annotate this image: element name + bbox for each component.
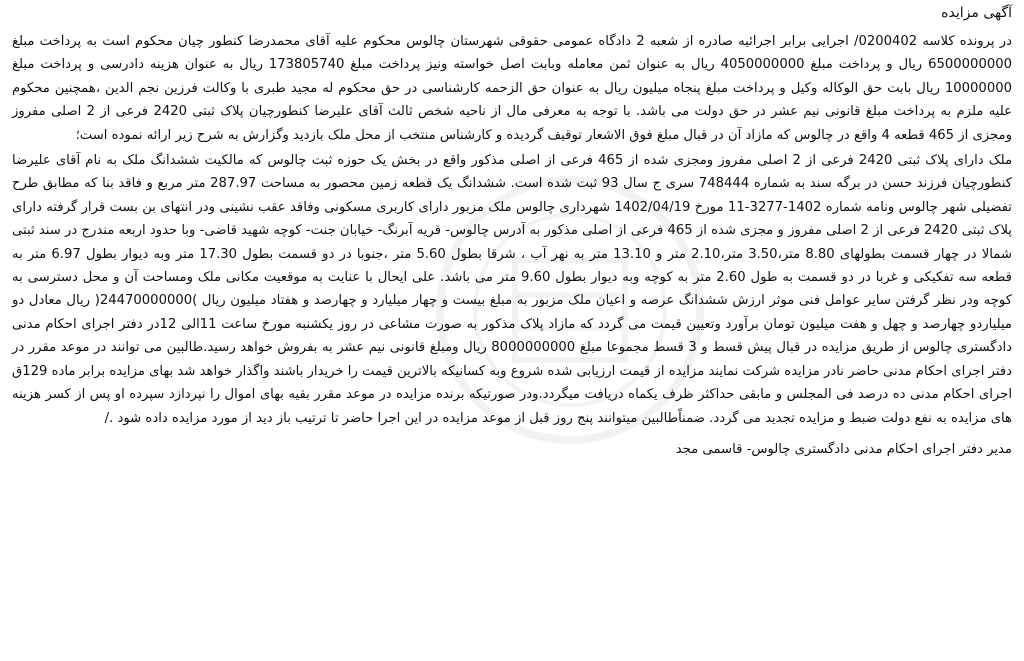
- notice-signature: مدیر دفتر اجرای احکام مدنی دادگستری چالوس- قاسمی مجد: [675, 441, 1012, 457]
- notice-paragraph-1: در پرونده کلاسه 0200402/ اجرایی برابر اجرائیه صادره از شعبه 2 دادگاه عمومی حقوقی شهرستان چالوس محکوم علیه آقای محمدرضا کنطور چیان محکوم است به پرداخت مبلغ 6500000000 ریال و پرداخت مبلغ 4050000000 ریال به عنوان ثمن معامله وبابت اصل خواسته ونیز پرداخت مبلغ 173805740 ریال به عنوان هزینه دادرسی و پرداخت مبلغ 10000000 ریال بابت حق الوکاله وکیل و پرداخت مبلغ پنجاه میلیون ریال به عنوان حق الزحمه کارشناسی در حق محکوم له مجید طبری با وکالت فرزین نجم الدین ،همچنین محکوم علیه ملزم به پرداخت مبلغ قانونی نیم عشر در حق دولت می باشد. با توجه به معرفی مال از ناحیه شخص ثالث آقای علیرضا کنطورچیان پلاک ثبتی 2420 فرعی از 2 اصلی مفروز ومجزی از 465 قطعه 4 واقع در چالوس که مازاد آن در قبال مبلغ فوق الاشعار توقیف گردیده و کارشناس منتخب از محل ملک بازدید وگزارش به شرح زیر ارائه نموده است؛: [12, 34, 1013, 143]
- auction-notice: [12, 2, 1012, 461]
- notice-title: آگهی مزایده: [941, 5, 1012, 21]
- notice-paragraph-2: ملک دارای پلاک ثبتی 2420 فرعی از 2 اصلی مفروز ومجزی شده از 465 فرعی از اصلی مذکور واقع در بخش یک حوزه ثبت چالوس که مالکیت ششدانگ ملک به نام آقای علیرضا کنطورچیان فرزند حسن در برگه سند به شماره 748444 سری ج سال 93 ثبت شده است. ششدانگ یک قطعه زمین محصور به مساحت 287.97 متر مربع و فاقد بنا که مطابق طرح تفضیلی شهر چالوس ونامه شماره 1402-3277-11 مورخ 1402/04/19 شهرداری چالوس ملک مزبور دارای کاربری مسکونی وفاقد عقب نشینی ودر انتهای بن بست قرار گرفته دارای پلاک ثبتی 2420 فرعی از 2 اصلی مفروز و مجزی شده از 465 فرعی از اصلی مذکور به آدرس چالوس- قریه آبرنگ- خیابان جنت- کوچه شهید قاضی- وبا حدود اربعه مندرج در سند ثبتی شمالا در چهار قسمت بطولهای 8.80 متر،3.50 متر،2.10 متر و 13.10 متر به نهر آب ، شرقا بطول 5.60 متر ،جنوبا در دو قسمت بطول 17.30 متر وبه دیوار بطول 6.97 متر به قطعه سه تفکیکی و غربا در دو قسمت به طول 2.60 متر به کوچه وبه دیوار بطول 9.60 متر می باشد. علی ایحال با عنایت به موقعیت مکانی ملک ومساحت آن و محل دسترسی به کوچه ودر نظر گرفتن سایر عوامل فنی موثر ارزش ششدانگ عرصه و اعیان ملک مزبور به مبلغ بیست و چهار میلیارد و چهارصد و هفتاد میلیون ریال )24470000000( ریال معادل دو میلیاردو چهارصد و چهل و هفت میلیون تومان برآورد وتعیین قیمت می گردد که مازاد پلاک مذکور به صورت مشاعی در روز یکشنبه مورخ ساعت 11الی 12در دفتر اجرای احکام مدنی دادگستری چالوس از طریق مزایده در قبال پیش قسط و 3 قسط مجموعا مبلغ 8000000000 ریال ومبلغ قانونی نیم عشر به بفروش خواهد رسید.طالبین می توانند در موعد مقرر در دفتر اجرای احکام مدنی حاضر نادر مزایده شرکت نمایند مزایده از قیمت ارزیابی شده شروع وبه کسانیکه بالاترین قیمت را خریدار باشند واگذار خواهد شد بهای مزایده برابر ماده 129ق اجرای احکام مدنی ده درصد فی المجلس و مابقی حداکثر ظرف یکماه دریافت میگردد.ودر صورتیکه برنده مزایده در موعد مقرر بقیه بهای اموال را نپردازد سپرده او پس از کسر هزینه های مزایده به نفع دولت ضبط و مزایده تجدید می گردد. ضمناًطالبین میتوانند پنج روز قبل از موعد مزایده در این اجرا حاضر تا ترتیب باز دید از مورد مزایده داده شود ./: [12, 153, 1013, 426]
